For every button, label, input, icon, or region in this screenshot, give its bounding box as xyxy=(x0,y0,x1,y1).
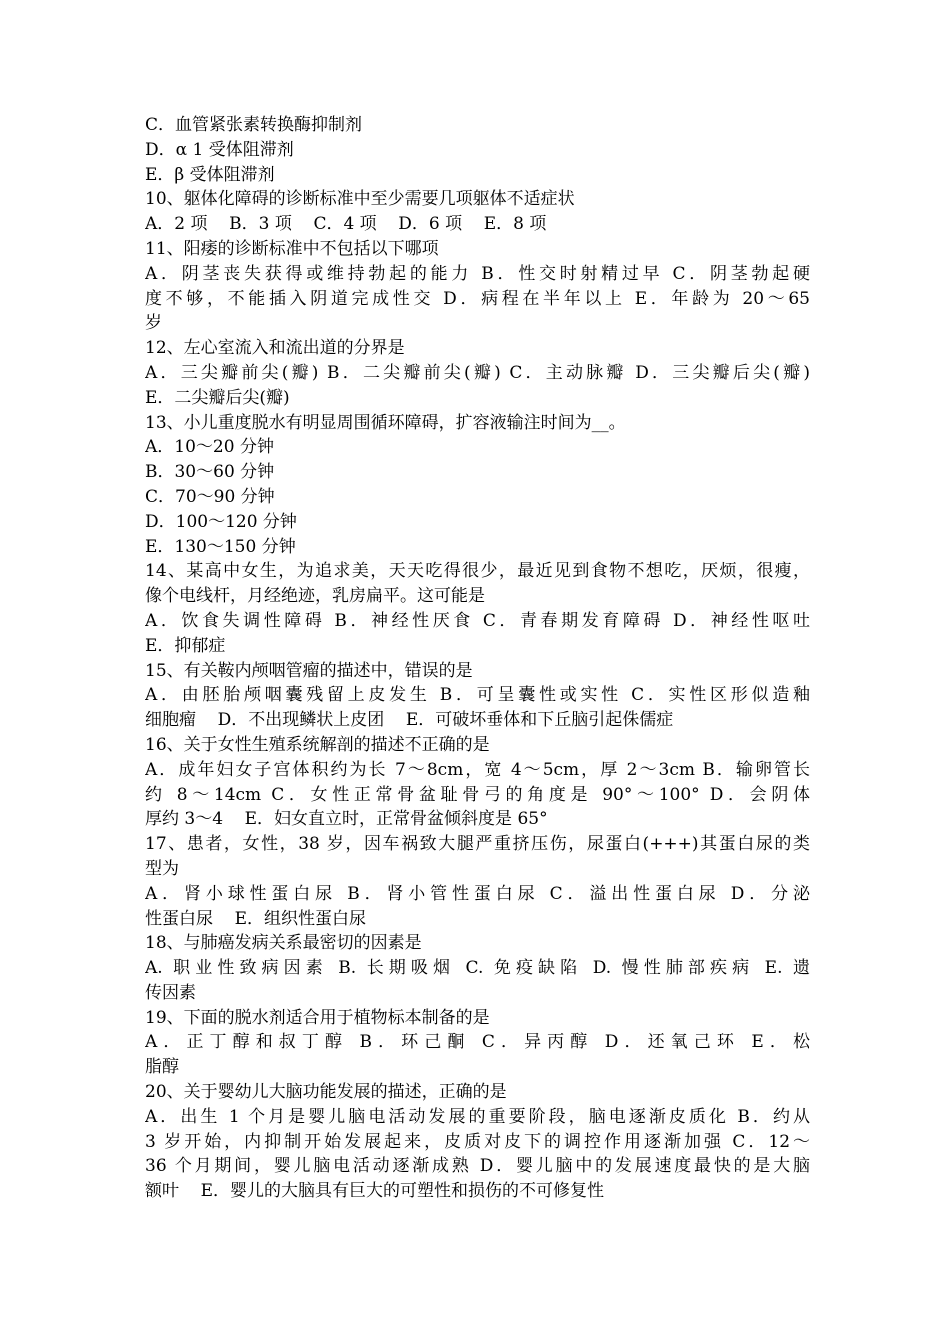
text-line: A．10～20 分钟 xyxy=(145,437,274,458)
text-line: A．正丁醇和叔丁醇 B．环己酮 C．异丙醇 D．还氧己环 E．松 xyxy=(145,1032,810,1053)
text-line: 性蛋白尿 E．组织性蛋白尿 xyxy=(145,908,367,929)
text-line: 厚约 3～4 E．妇女直立时，正常骨盆倾斜度是 65° xyxy=(145,809,548,830)
text-line: E．抑郁症 xyxy=(145,635,226,656)
text-line: E．130～150 分钟 xyxy=(145,536,296,557)
text-line: 型为 xyxy=(145,858,179,879)
text-line: B．30～60 分钟 xyxy=(145,462,275,483)
text-line: E．二尖瓣后尖(瓣) xyxy=(145,387,290,408)
question-14: 14、某高中女生，为追求美，天天吃得很少，最近见到食物不想吃，厌烦，很瘦， xyxy=(145,561,810,582)
question-17: 17、患者，女性，38 岁，因车祸致大腿严重挤压伤，尿蛋白(+++)其蛋白尿的类 xyxy=(145,834,810,855)
text-line: 像个电线杆，月经绝迹，乳房扁平。这可能是 xyxy=(145,586,485,607)
text-line: C．血管紧张素转换酶抑制剂 xyxy=(145,115,363,135)
question-19: 19、下面的脱水剂适合用于植物标本制备的是 xyxy=(145,1007,490,1028)
text-line: E．β 受体阻滞剂 xyxy=(145,164,275,185)
text-line: A．由胚胎颅咽囊残留上皮发生 B．可呈囊性或实性 C．实性区形似造釉 xyxy=(145,685,810,706)
text-line: 岁 xyxy=(145,313,162,334)
text-line: A．阴茎丧失获得或维持勃起的能力 B．性交时射精过早 C．阴茎勃起硬 xyxy=(145,263,810,284)
question-15: 15、有关鞍内颅咽管瘤的描述中，错误的是 xyxy=(145,660,473,681)
text-line: A．成年妇女子宫体积约为长 7～8cm，宽 4～5cm，厚 2～3cm B．输卵管长 xyxy=(145,759,810,780)
text-line: 3 岁开始，内抑制开始发展起来，皮质对皮下的调控作用逐渐加强 C．12～ xyxy=(145,1131,810,1152)
text-line: 脂醇 xyxy=(145,1057,179,1078)
text-line: A. 职业性致病因素 B. 长期吸烟 C. 免疫缺陷 D. 慢性肺部疾病 E. 遗 xyxy=(145,958,810,979)
text-line: A．出生 1 个月是婴儿脑电活动发展的重要阶段，脑电逐渐皮质化 B．约从 xyxy=(145,1106,810,1127)
document-page xyxy=(145,113,810,1204)
text-line: 额叶 E．婴儿的大脑具有巨大的可塑性和损伤的不可修复性 xyxy=(145,1181,605,1202)
question-11: 11、阳痿的诊断标准中不包括以下哪项 xyxy=(145,238,439,259)
text-line: A．三尖瓣前尖(瓣) B．二尖瓣前尖(瓣) C．主动脉瓣 D．三尖瓣后尖(瓣) xyxy=(145,362,810,383)
question-12: 12、左心室流入和流出道的分界是 xyxy=(145,338,405,359)
text-line: 细胞瘤 D．不出现鳞状上皮团 E．可破坏垂体和下丘脑引起侏儒症 xyxy=(145,710,674,731)
text-line: 36 个月期间，婴儿脑电活动逐渐成熟 D．婴儿脑中的发展速度最快的是大脑 xyxy=(145,1156,810,1177)
question-10: 10、躯体化障碍的诊断标准中至少需要几项躯体不适症状 xyxy=(145,189,575,210)
question-16: 16、关于女性生殖系统解剖的描述不正确的是 xyxy=(145,734,490,755)
question-18: 18、与肺癌发病关系最密切的因素是 xyxy=(145,933,422,954)
text-line: 度不够，不能插入阴道完成性交 D．病程在半年以上 E．年龄为 20～65 xyxy=(145,288,810,309)
text-line: A．饮食失调性障碍 B．神经性厌食 C．青春期发育障碍 D．神经性呕吐 xyxy=(145,610,810,631)
text-line: A．肾小球性蛋白尿 B．肾小管性蛋白尿 C．溢出性蛋白尿 D．分泌 xyxy=(145,883,810,904)
question-13: 13、小儿重度脱水有明显周围循环障碍，扩容液输注时间为__。 xyxy=(145,412,626,433)
text-line: 约 8～14cm C．女性正常骨盆耻骨弓的角度是 90°～100° D．会阴体 xyxy=(145,784,810,805)
text-line: 传因素 xyxy=(145,982,196,1003)
text-line: C．70～90 分钟 xyxy=(145,486,275,507)
question-20: 20、关于婴幼儿大脑功能发展的描述，正确的是 xyxy=(145,1082,507,1103)
text-line: D．α 1 受体阻滞剂 xyxy=(145,139,294,160)
text-line: D．100～120 分钟 xyxy=(145,511,297,532)
text-line: A．2 项 B．3 项 C．4 项 D．6 项 E．8 项 xyxy=(145,214,547,235)
